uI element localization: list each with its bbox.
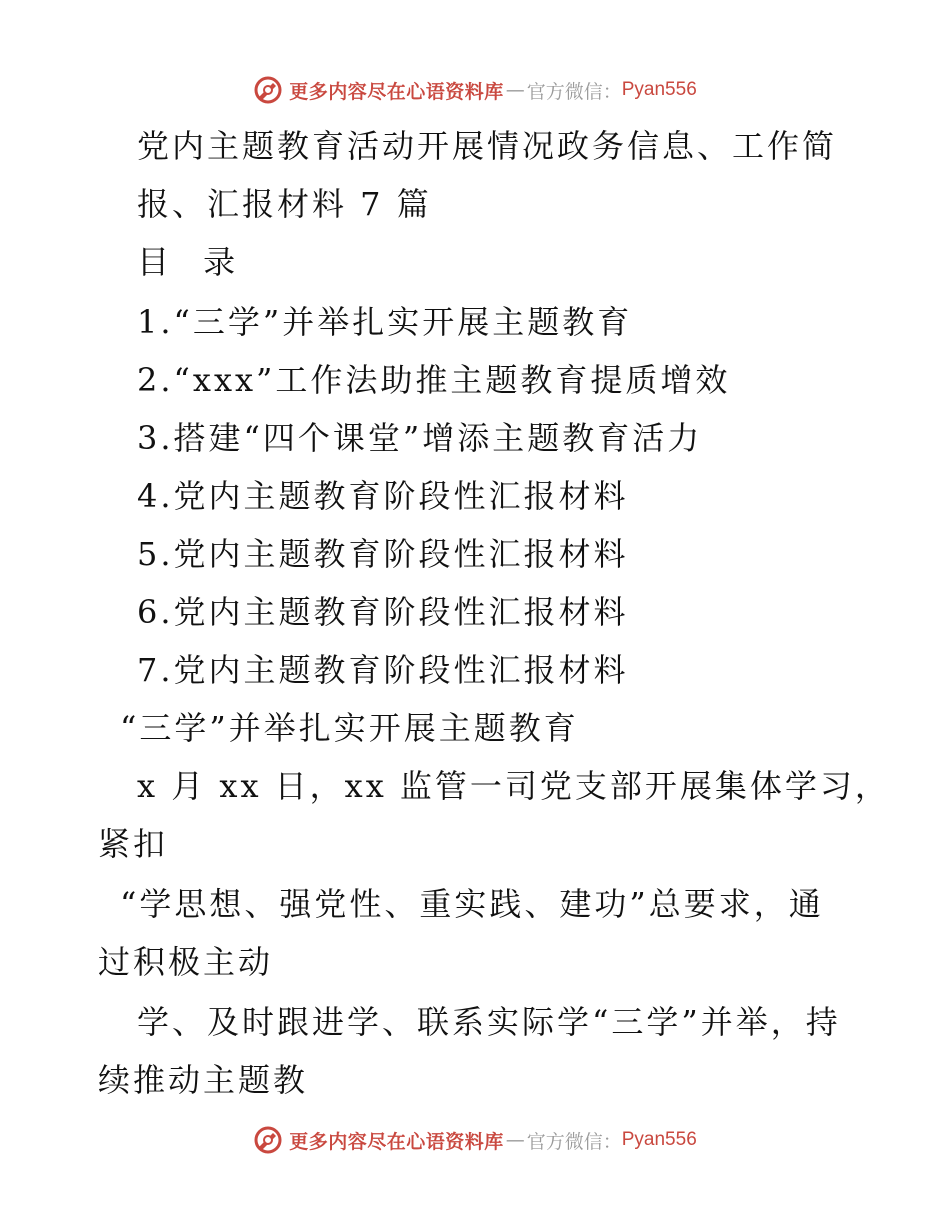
toc-item-3: 3.搭建“四个课堂”增添主题教育活力 bbox=[137, 419, 703, 457]
footer-banner bbox=[0, 1120, 950, 1160]
body-line-5: 学、及时跟进学、联系实际学“三学”并举，持 bbox=[137, 1003, 841, 1041]
body-line-2: 紧扣 bbox=[98, 825, 169, 863]
banner-separator: — bbox=[505, 1129, 525, 1151]
toc-item-7: 7.党内主题教育阶段性汇报材料 bbox=[137, 651, 629, 689]
banner-sub-text: 官方微信： bbox=[526, 80, 622, 103]
body-line-1: x 月 xx 日，xx 监管一司党支部开展集体学习， bbox=[137, 767, 890, 805]
banner-separator: — bbox=[505, 79, 525, 101]
doc-title-line-1: 党内主题教育活动开展情况政务信息、工作简 bbox=[137, 127, 838, 165]
body-line-3: “学思想、强党性、重实践、建功”总要求，通 bbox=[120, 885, 824, 923]
toc-heading: 目 录 bbox=[137, 243, 248, 281]
body-line-6: 续推动主题教 bbox=[98, 1061, 309, 1099]
toc-item-4: 4.党内主题教育阶段性汇报材料 bbox=[137, 477, 629, 515]
banner-wechat-id: Pyan556 bbox=[621, 1129, 697, 1150]
body-line-4: 过积极主动 bbox=[98, 943, 274, 981]
toc-item-5: 5.党内主题教育阶段性汇报材料 bbox=[137, 535, 629, 573]
banner-main-text: 更多内容尽在心语资料库 bbox=[289, 80, 504, 103]
toc-item-2: 2.“xxx”工作法助推主题教育提质增效 bbox=[137, 361, 731, 399]
toc-item-6: 6.党内主题教育阶段性汇报材料 bbox=[137, 593, 629, 631]
doc-title-line-2: 报、汇报材料 7 篇 bbox=[137, 185, 432, 223]
section-title: “三学”并举扎实开展主题教育 bbox=[120, 709, 579, 747]
toc-item-1: 1.“三学”并举扎实开展主题教育 bbox=[137, 303, 633, 341]
banner-main-text: 更多内容尽在心语资料库 bbox=[289, 1130, 504, 1153]
banner-sub-text: 官方微信： bbox=[526, 1130, 622, 1153]
logo-icon bbox=[253, 1125, 283, 1155]
banner-wechat-id: Pyan556 bbox=[621, 79, 697, 100]
